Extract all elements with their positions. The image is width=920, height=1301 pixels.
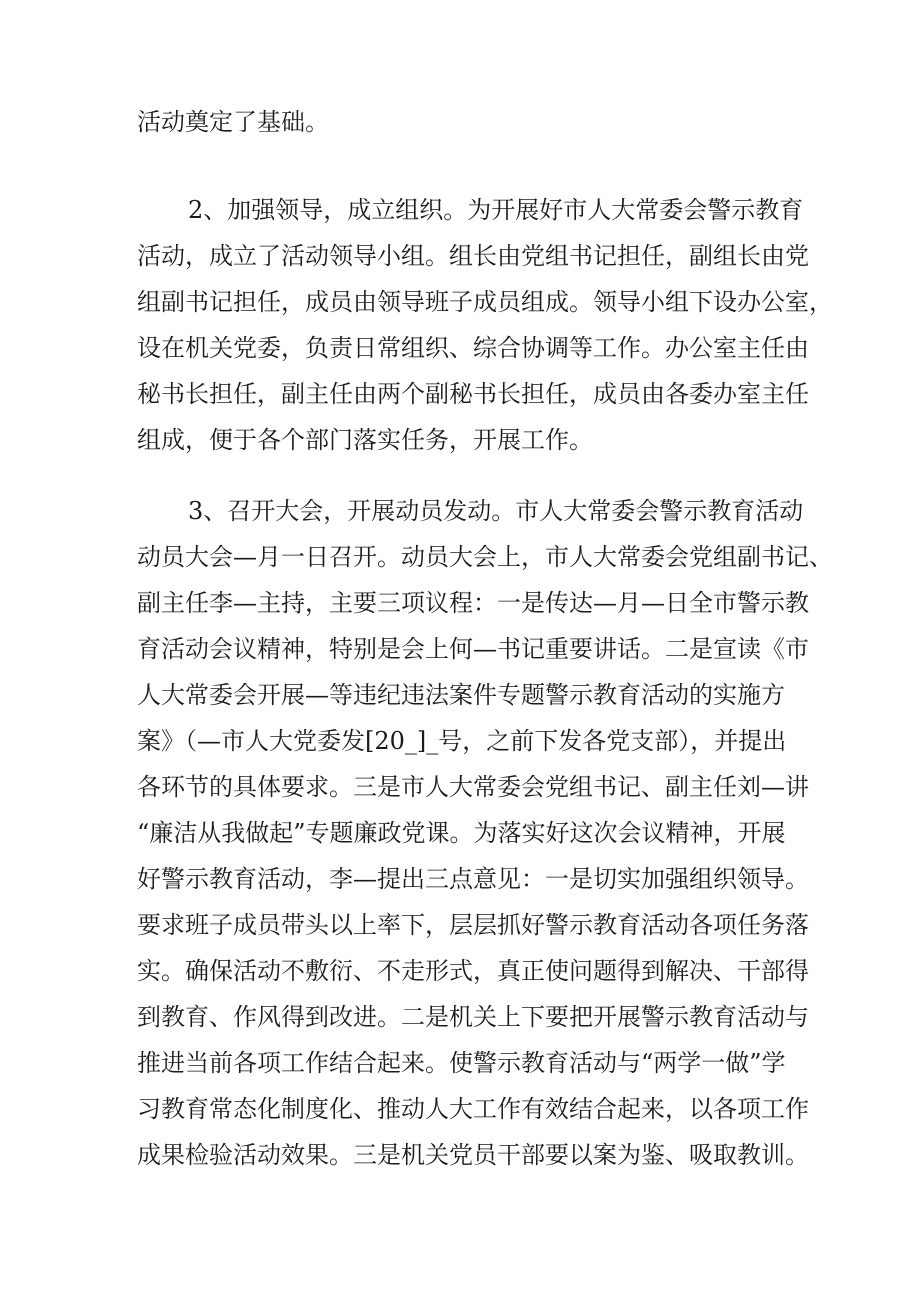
- text-line: 组副书记担任，成员由领导班子成员组成。领导小组下设办公室，: [137, 288, 833, 316]
- text-line: 动员大会—月一日召开。动员大会上，市人大常委会党组副书记、: [137, 543, 833, 571]
- text-line: 育活动会议精神，特别是会上何—书记重要讲话。二是宣读《市: [137, 635, 809, 663]
- text-line: 习教育常态化制度化、推动人大工作有效结合起来，以各项工作: [137, 1095, 809, 1123]
- text-line: 人大常委会开展—等违纪违法案件专题警示教育活动的实施方: [137, 681, 785, 709]
- text-line: 成果检验活动效果。三是机关党员干部要以案为鉴、吸取教训。: [137, 1141, 809, 1169]
- paragraph-2-start: 2、加强领导，成立组织。为开展好市人大常委会警示教育: [188, 196, 804, 224]
- text-line: 好警示教育活动，李—提出三点意见：一是切实加强组织领导。: [137, 865, 809, 893]
- text-line: 设在机关党委，负责日常组织、综合协调等工作。办公室主任由: [137, 334, 809, 362]
- text-line: 各环节的具体要求。三是市人大常委会党组书记、副主任刘—讲: [137, 773, 809, 801]
- text-line: 案》（—市人大党委发[20_]_号，之前下发各党支部），并提出: [137, 727, 787, 755]
- text-line: 活动奠定了基础。: [137, 108, 329, 136]
- text-line: 实。确保活动不敷衍、不走形式，真正使问题得到解决、干部得: [137, 957, 809, 985]
- text-line: 组成，便于各个部门落实任务，开展工作。: [137, 426, 593, 454]
- text-line: 到教育、作风得到改进。二是机关上下要把开展警示教育活动与: [137, 1003, 809, 1031]
- text-line: “廉洁从我做起”专题廉政党课。为落实好这次会议精神，开展: [137, 819, 786, 847]
- text-line: 活动，成立了活动领导小组。组长由党组书记担任，副组长由党: [137, 242, 809, 270]
- text-line: 副主任李—主持，主要三项议程：一是传达—月—日全市警示教: [137, 589, 809, 617]
- text-line: 要求班子成员带头以上率下，层层抓好警示教育活动各项任务落: [137, 911, 809, 939]
- text-line: 秘书长担任，副主任由两个副秘书长担任，成员由各委办室主任: [137, 380, 809, 408]
- text-line: 推进当前各项工作结合起来。使警示教育活动与“两学一做”学: [137, 1049, 786, 1077]
- paragraph-3-start: 3、召开大会，开展动员发动。市人大常委会警示教育活动: [188, 497, 804, 525]
